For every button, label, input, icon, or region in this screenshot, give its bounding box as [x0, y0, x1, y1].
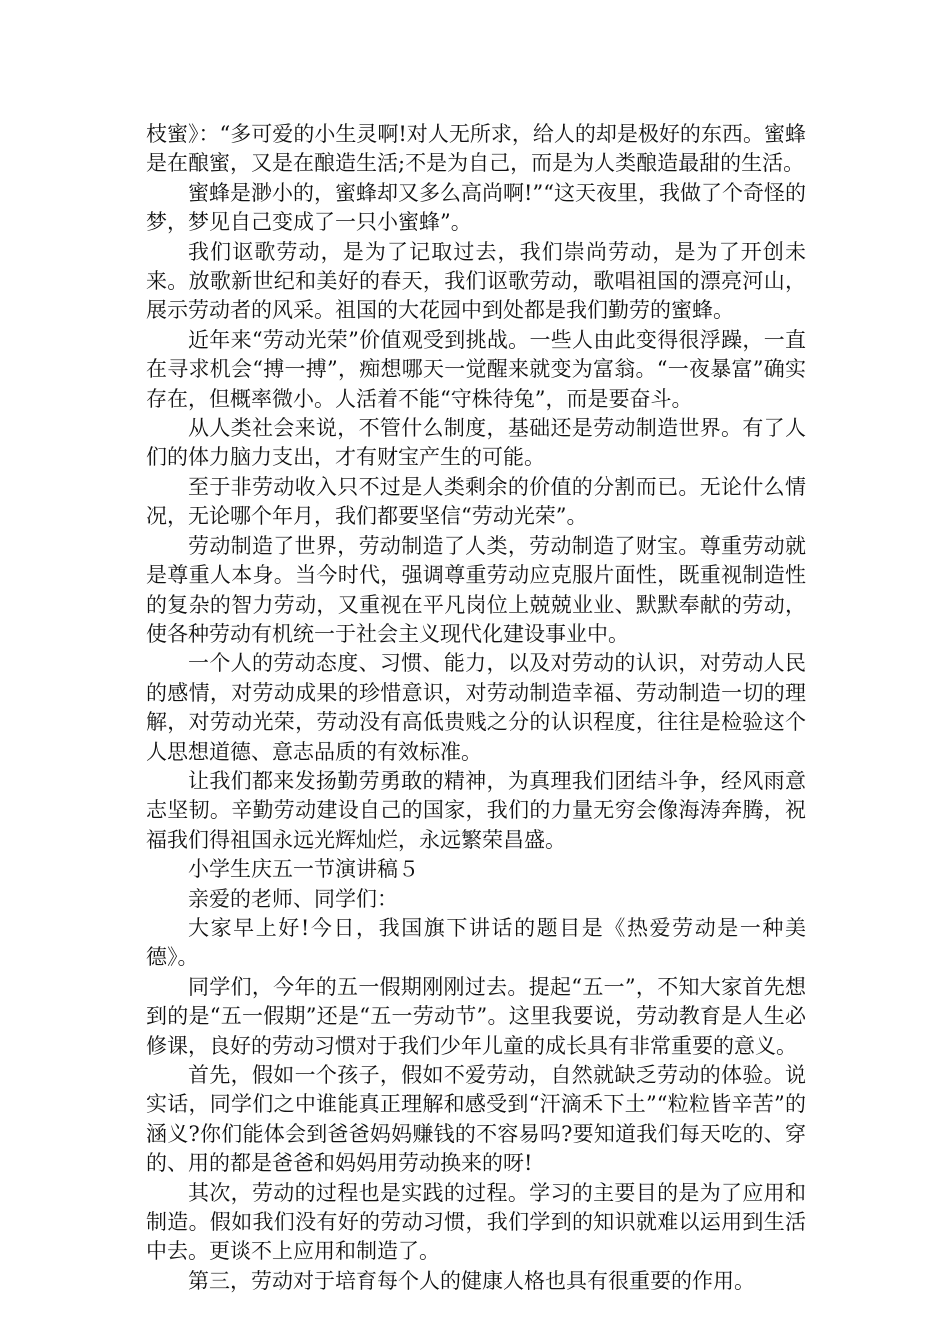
paragraph-3: 我们讴歌劳动，是为了记取过去，我们崇尚劳动，是为了开创未来。放歌新世纪和美好的春天，我们讴歌劳动，歌唱祖国的漂亮河山，展示劳动者的风采。祖国的大花园中到处都是我们勤劳的蜜蜂。 [146, 239, 806, 323]
paragraph-12: 大家早上好!今日，我国旗下讲话的题目是《热爱劳动是一种美德》。 [146, 915, 806, 970]
paragraph-13: 同学们，今年的五一假期刚刚过去。提起“五一”，不知大家首先想到的是“五一假期”还是“五一劳动节”。这里我要说，劳动教育是人生必修课，良好的劳动习惯对于我们少年儿童的成长具有非常重要的意义。 [146, 974, 806, 1058]
paragraph-5: 从人类社会来说，不管什么制度，基础还是劳动制造世界。有了人们的体力脑力支出，才有财宝产生的可能。 [146, 416, 806, 470]
paragraph-7: 劳动制造了世界，劳动制造了人类，劳动制造了财宝。尊重劳动就是尊重人本身。当今时代，强调尊重劳动应克服片面性，既重视制造性的复杂的智力劳动，又重视在平凡岗位上兢兢业业、默默奉献的劳动，使各种劳动有机统一于社会主义现代化建设事业中。 [146, 533, 806, 646]
document-body [146, 120, 806, 1296]
paragraph-2: 蜜蜂是渺小的，蜜蜂却又多么高尚啊!”“这天夜里，我做了个奇怪的梦，梦见自己变成了一只小蜜蜂”。 [146, 180, 806, 235]
section-heading: 小学生庆五一节演讲稿５ [188, 857, 419, 882]
paragraph-16: 第三，劳动对于培育每个人的健康人格也具有很重要的作用。 [188, 1268, 755, 1293]
paragraph-15: 其次，劳动的过程也是实践的过程。学习的主要目的是为了应用和制造。假如我们没有好的劳动习惯，我们学到的知识就难以运用到生活中去。更谈不上应用和制造了。 [146, 1180, 806, 1264]
paragraph-1: 枝蜜》：“多可爱的小生灵啊!对人无所求，给人的却是极好的东西。蜜蜂是在酿蜜，又是在酿造生活;不是为自己，而是为人类酿造最甜的生活。 [146, 122, 806, 176]
paragraph-6: 至于非劳动收入只不过是人类剩余的价值的分割而已。无论什么情况，无论哪个年月，我们都要坚信“劳动光荣”。 [146, 474, 806, 529]
paragraph-8: 一个人的劳动态度、习惯、能力，以及对劳动的认识，对劳动人民的感情，对劳动成果的珍惜意识，对劳动制造幸福、劳动制造一切的理解，对劳动光荣，劳动没有高低贵贱之分的认识程度，往往是检验这个人思想道德、意志品质的有效标准。 [146, 651, 806, 764]
paragraph-9: 让我们都来发扬勤劳勇敢的精神，为真理我们团结斗争，经风雨意志坚韧。辛勤劳动建设自己的国家，我们的力量无穷会像海涛奔腾，祝福我们得祖国永远光辉灿烂，永远繁荣昌盛。 [146, 768, 806, 852]
paragraph-4: 近年来“劳动光荣”价值观受到挑战。一些人由此变得很浮躁，一直在寻求机会“搏一搏”，痴想哪天一觉醒来就变为富翁。“一夜暴富”确实存在，但概率微小。人活着不能“守株待兔”，而是要奋斗。 [146, 327, 806, 411]
salutation: 亲爱的老师、同学们： [188, 886, 398, 911]
paragraph-14: 首先，假如一个孩子，假如不爱劳动，自然就缺乏劳动的体验。说实话，同学们之中谁能真正理解和感受到“汗滴禾下土”“粒粒皆辛苦”的涵义?你们能体会到爸爸妈妈赚钱的不容易吗?要知道我们每天吃的、穿的、用的都是爸爸和妈妈用劳动换来的呀! [146, 1063, 806, 1176]
